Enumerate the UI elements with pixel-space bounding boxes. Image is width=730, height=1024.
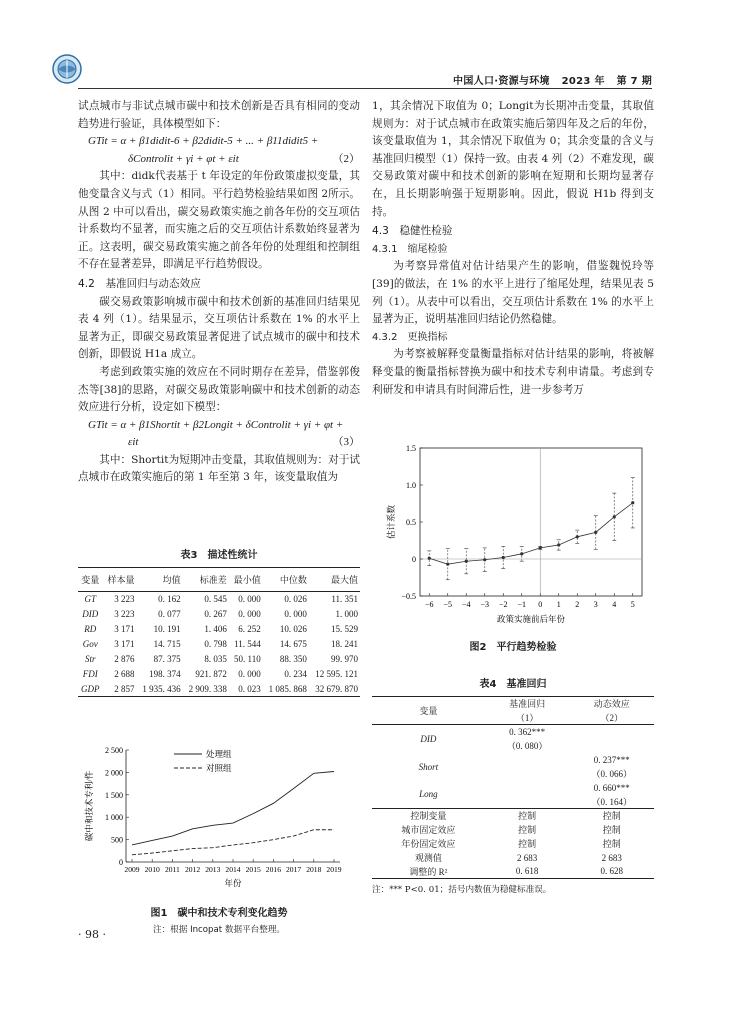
value-cell: 1. 406 <box>204 624 227 634</box>
subsection-heading: 4.3.2 更换指标 <box>372 331 448 343</box>
journal-logo <box>52 54 82 84</box>
value-cell: 0. 267 <box>204 609 227 619</box>
equation-line: GTit = α + β1Shortit + β2Longit + δControlit + γi + φt + <box>88 418 344 431</box>
value-cell: 198. 374 <box>149 669 181 679</box>
page-number: · 98 · <box>78 928 106 941</box>
table-4 <box>372 675 654 895</box>
x-tick-label: 2015 <box>245 865 261 874</box>
table-caption: 表4 基准回归 <box>479 679 547 690</box>
table-row <box>372 851 654 865</box>
table-row <box>78 637 360 652</box>
header-cell: 中位数 <box>279 575 307 585</box>
journal-name: 中国人口·资源与环境 <box>453 76 550 87</box>
journal-logo-icon <box>52 54 82 84</box>
subsection-heading: 4.3.1 缩尾检验 <box>372 243 448 255</box>
estimate-point <box>539 546 542 549</box>
x-tick-label: 2017 <box>286 865 302 874</box>
x-tick-label: −1 <box>517 600 527 609</box>
var-cell: GT <box>84 594 97 605</box>
y-tick-label: 1 500 <box>105 790 123 800</box>
estimate-point <box>557 543 560 546</box>
value-cell: 控制 <box>518 839 537 849</box>
x-tick-label: 3 <box>593 600 598 609</box>
figure-2 <box>372 438 654 653</box>
y-tick-label: 2 500 <box>105 746 123 755</box>
x-tick-label: 2010 <box>144 865 160 874</box>
value-cell: 1 085. 868 <box>268 683 307 694</box>
table-row <box>78 622 360 637</box>
x-tick-label: 0 <box>538 600 543 609</box>
value-cell: 2 876 <box>114 654 135 664</box>
value-cell: 10. 191 <box>153 624 181 634</box>
var-cell: Long <box>419 789 438 800</box>
x-axis-label: 政策实施前后年份 <box>496 614 566 624</box>
figure-2-chart <box>372 438 654 626</box>
x-tick-label: −6 <box>424 600 434 609</box>
value-cell: 0. 545 <box>204 594 227 605</box>
label-cell: 观测值 <box>414 853 442 863</box>
y-axis-label: 估计系数 <box>386 504 396 540</box>
header-cell: 均值 <box>162 575 181 585</box>
value-cell: 3 223 <box>114 609 135 619</box>
se-cell: （0. 066） <box>591 769 632 779</box>
equation-3 <box>78 417 360 452</box>
figure-1-chart <box>78 742 360 892</box>
header-cell: （2） <box>600 712 623 723</box>
value-cell: 0. 077 <box>158 609 181 619</box>
header-cell: 动态效应 <box>593 699 630 710</box>
legend-label: 对照组 <box>206 763 232 773</box>
value-cell: 50. 110 <box>234 654 261 664</box>
header-cell: 标准差 <box>199 575 227 585</box>
value-cell: 3 171 <box>114 624 135 634</box>
value-cell: 2 683 <box>601 852 622 863</box>
x-tick-label: 2016 <box>265 865 281 874</box>
y-tick-label: 1 000 <box>105 813 123 823</box>
value-cell: 8. 035 <box>204 654 227 664</box>
value-cell: 0. 000 <box>238 609 261 619</box>
header-rule <box>78 88 652 89</box>
value-cell: 控制 <box>602 811 621 822</box>
running-header <box>453 72 652 87</box>
x-tick-label: 4 <box>612 600 617 609</box>
estimate-point <box>483 558 486 561</box>
value-cell: 2 857 <box>114 683 135 694</box>
x-tick-label: 2018 <box>306 865 322 874</box>
table-row <box>78 607 360 622</box>
equation-line: δControlit + γi + φt + εit （2） <box>88 151 360 169</box>
value-cell: 87. 375 <box>153 654 181 664</box>
var-cell: Gov <box>82 639 98 649</box>
value-cell: 2 688 <box>114 669 135 679</box>
value-cell: 99. 970 <box>331 654 358 664</box>
section-heading: 4.2 基准回归与动态效应 <box>78 277 201 290</box>
var-cell: RD <box>84 624 97 634</box>
x-tick-label: 2011 <box>164 865 180 874</box>
header-cell: 变量 <box>81 575 100 585</box>
value-cell: 32 679. 870 <box>315 683 358 694</box>
x-tick-label: 5 <box>630 600 635 609</box>
value-cell: 0. 000 <box>238 594 261 605</box>
x-tick-label: −4 <box>461 600 471 609</box>
header-cell: 最小值 <box>233 575 261 585</box>
figure-note: 注：根据 Incopat 数据平台整理。 <box>152 925 286 935</box>
table-row <box>372 725 654 739</box>
value-cell: 11. 351 <box>331 594 358 605</box>
paragraph: 试点城市与非试点城市碳中和技术创新是否具有相同的变动趋势进行验证，具体模型如下： <box>78 100 360 130</box>
var-cell: DID <box>420 733 437 744</box>
paragraph: 为考察异常值对估计结果产生的影响，借鉴魏悦玲等[39]的做法，在 1% 的水平上进行了缩尾处理，结果见表 5列（1）。从表中可以看出，交互项估计系数在 1% 的水平上显著为正，说明基准回归结论仍然稳健。 <box>372 260 654 326</box>
table-row <box>372 837 654 851</box>
estimate-point <box>465 560 468 563</box>
estimate-point <box>446 563 449 566</box>
value-cell: 0. 023 <box>238 683 261 694</box>
y-tick-label: 0.5 <box>406 518 416 527</box>
value-cell: 0. 000 <box>284 609 307 619</box>
x-tick-label: 1 <box>556 600 561 609</box>
figure-caption: 图2 平行趋势检验 <box>469 642 557 653</box>
x-tick-label: 2009 <box>124 865 140 874</box>
table-row <box>372 865 654 879</box>
value-cell: 2 683 <box>516 852 538 863</box>
var-cell: Short <box>418 761 439 772</box>
equation-number: （2） <box>332 152 360 165</box>
value-cell: 2 909. 338 <box>188 683 227 694</box>
journal-year: 2023 年 <box>561 76 605 87</box>
value-cell: 控制 <box>518 811 537 822</box>
value-cell: 控制 <box>602 839 621 849</box>
table-row <box>372 823 654 837</box>
table-row <box>372 781 654 795</box>
x-tick-label: −2 <box>498 600 508 609</box>
value-cell: 15. 529 <box>331 624 358 634</box>
y-tick-label: 1.0 <box>406 481 416 490</box>
label-cell: 调整的 R² <box>409 866 448 877</box>
value-cell: 0. 234 <box>284 669 307 679</box>
y-tick-label: 1.5 <box>406 444 416 453</box>
series-line-1 <box>132 830 334 855</box>
value-cell: 0. 000 <box>238 669 261 679</box>
table-row <box>78 682 360 697</box>
value-cell: 控制 <box>602 825 621 835</box>
value-cell: 11. 544 <box>234 639 261 649</box>
value-cell: 0. 628 <box>600 866 623 877</box>
paragraph: 为考察被解释变量衡量指标对估计结果的影响，将被解释变量的衡量指标替换为碳中和技术专利申请量。考虑到专利研发和申请具有时间滞后性，进一步参考万 <box>372 348 654 396</box>
header-cell: 基准回归 <box>509 699 546 710</box>
value-cell: 14. 715 <box>153 639 181 649</box>
estimate-point <box>594 531 597 534</box>
figure-caption: 图1 碳中和技术专利变化趋势 <box>150 908 288 919</box>
value-cell: 10. 026 <box>279 624 307 634</box>
coef-cell: 0. 362*** <box>509 726 546 737</box>
value-cell: 0. 026 <box>284 594 307 605</box>
estimate-point <box>631 501 634 504</box>
y-tick-label: 0 <box>119 858 123 867</box>
paragraph: 1，其余情况下取值为 0；Longit为长期冲击变量，其取值规则为：对于试点城市在政策实施后第四年及之后的年份，该变量取值为 1，其余情况下取值为 0；其余变量的含义与基准回归模型（1）保持一致。由表 4 列（2）不难发现，碳交易政策对碳中和技术创新的影响在短期和长期均显著存在，且长期影响强于短期影响。因此，假说 H1b 得到支持。 <box>372 100 654 218</box>
value-cell: 0. 798 <box>204 639 227 649</box>
y-tick-label: 0 <box>412 555 416 564</box>
table-caption: 表3 描述性统计 <box>180 550 258 561</box>
paragraph: 碳交易政策影响城市碳中和技术创新的基准回归结果见表 4 列（1）。结果显示，交互项估计系数在 1% 的水平上显著为正，即碳交易政策显著促进了试点城市的碳中和技术创新，即假说 H1a 成立。 <box>78 295 360 361</box>
table-row <box>78 652 360 667</box>
y-tick-label: 2 000 <box>105 768 123 778</box>
table-note: 注：*** P<0. 01；括号内数值为稳健标准误。 <box>372 885 552 895</box>
table-row <box>372 753 654 767</box>
var-cell: DID <box>82 609 99 619</box>
journal-issue: 第 7 期 <box>616 76 652 87</box>
var-cell: GDP <box>81 683 100 694</box>
x-tick-label: −3 <box>480 600 490 609</box>
estimate-point <box>613 515 616 518</box>
table-row <box>372 809 654 823</box>
estimate-point <box>428 557 431 560</box>
equation-number: （3） <box>332 436 360 449</box>
value-cell: 1 935. 436 <box>142 683 181 694</box>
header-cell: 样本量 <box>107 575 135 585</box>
x-axis-label: 年份 <box>224 878 242 888</box>
label-cell: 城市固定效应 <box>401 825 456 835</box>
label-cell: 控制变量 <box>410 811 447 822</box>
left-column <box>78 98 360 487</box>
value-cell: 控制 <box>518 825 537 835</box>
table-row <box>78 667 360 682</box>
right-column <box>372 98 654 399</box>
value-cell: 3 223 <box>114 594 135 605</box>
y-tick-label: 500 <box>111 835 123 845</box>
coef-cell: 0. 660*** <box>593 782 630 793</box>
equation-line: εit （3） <box>88 434 360 452</box>
value-cell: 1. 000 <box>335 609 358 619</box>
value-cell: 88. 350 <box>279 654 307 664</box>
y-tick-label: −0.5 <box>401 592 416 601</box>
header-cell: 变量 <box>372 697 485 725</box>
descriptive-stats-table <box>78 567 360 697</box>
value-cell: 0. 162 <box>158 594 181 605</box>
value-cell: 6. 252 <box>238 624 261 634</box>
x-tick-label: −5 <box>443 600 453 609</box>
table-header-row <box>78 568 360 592</box>
x-tick-label: 2019 <box>326 865 342 874</box>
x-tick-label: 2 <box>575 600 580 609</box>
legend-label: 处理组 <box>206 749 232 759</box>
var-cell: Str <box>85 654 96 664</box>
se-cell: （0. 080） <box>506 741 548 751</box>
series-line-0 <box>132 772 334 845</box>
paragraph: 考虑到政策实施的效应在不同时期存在差异，借鉴郭俊杰等[38]的思路，对碳交易政策影响碳中和技术创新的动态效应进行分析，设定如下模型： <box>78 365 360 414</box>
estimate-point <box>576 535 579 538</box>
x-tick-label: 2013 <box>205 865 221 874</box>
label-cell: 年份固定效应 <box>401 839 456 849</box>
table-header-row <box>372 697 654 711</box>
value-cell: 3 171 <box>114 639 135 649</box>
equation-2 <box>78 133 360 168</box>
y-axis-label: 碳中和技术专利/件 <box>84 770 94 842</box>
figure-1 <box>78 742 360 942</box>
equation-line: GTit = α + β1didit-6 + β2didit-5 + ... + β11didit5 + <box>88 135 319 148</box>
value-cell: 0. 618 <box>515 866 539 877</box>
se-cell: （0. 164） <box>591 796 632 807</box>
value-cell: 12 595. 121 <box>315 669 358 679</box>
baseline-regression-table <box>372 696 654 879</box>
estimate-line <box>429 503 633 564</box>
table-3 <box>78 546 360 697</box>
x-tick-label: 2012 <box>185 865 201 874</box>
paragraph: 其中：Shortit为短期冲击变量，其取值规则为：对于试点城市在政策实施后的第 1 年至第 3 年，该变量取值为 <box>78 453 360 484</box>
estimate-point <box>502 556 505 559</box>
value-cell: 921. 872 <box>195 669 227 679</box>
value-cell: 18. 241 <box>331 639 358 649</box>
header-cell: （1） <box>515 712 539 723</box>
x-tick-label: 2014 <box>225 865 241 874</box>
value-cell: 14. 675 <box>279 639 307 649</box>
estimate-point <box>520 552 523 555</box>
section-heading: 4.3 稳健性检验 <box>372 225 453 238</box>
coef-cell: 0. 237*** <box>593 754 630 765</box>
var-cell: FDI <box>82 669 98 679</box>
header-cell: 最大值 <box>330 575 358 585</box>
paragraph: 其中：didk代表基于 t 年设定的年份政策虚拟变量，其他变量含义与式（1）相同。平行趋势检验结果如图 2所示。从图 2 中可以看出，碳交易政策实施之前各年份的交互项估计系数均不显著，而实施之后的交互项估计系数始终显著为正。这表明，碳交易政策实施之前各年份的处理组和控制组不存在显著差异，即满足平行趋势假设。 <box>78 170 360 271</box>
table-row <box>78 592 360 607</box>
